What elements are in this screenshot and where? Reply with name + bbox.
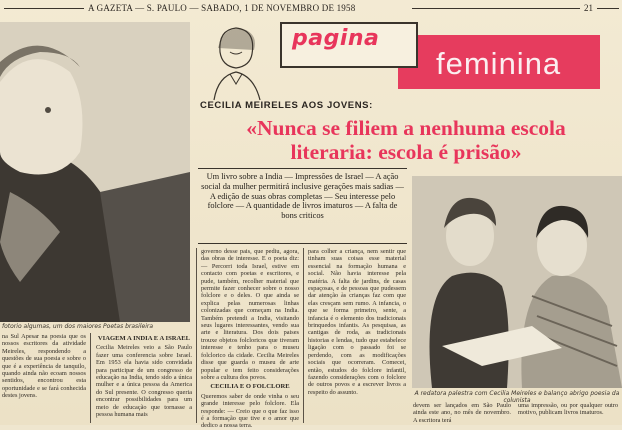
deck-text: Um livro sobre a India — Impressões de Israel — A ação social da mulher permitirá inclusive gerações mais sadias — A edição de suas obras completas — Seu interesse pelo folclore — A quantidade de livros imaturos — A falta de bons criticos xyxy=(201,172,404,221)
masthead xyxy=(0,0,622,18)
article-headline xyxy=(196,116,616,164)
headline-line-2: literaria: escola é prisão» xyxy=(290,140,522,164)
column-2-text: Cecilia Meireles veio a São Paulo fazer uma conferencia sobre Israel. Em 1953 ela havia sido convidada para participar de um congresso de educação na India, tendo sido a única mulher e a única pessoa da America do Sul presente. O congresso queria encontrar possibilidades para um meio de educação que tornasse a pessoa humana mais xyxy=(96,344,192,419)
body-column-2 xyxy=(96,333,192,423)
column-3-text-b: Queremos saber de onde vinha o seu grande interesse pelo folclore. Ela responde: — Creio que o que faz isso é a formação que tive e o amor que dedico a nossa terra. xyxy=(201,392,299,430)
portrait-photo xyxy=(0,22,190,322)
headline-line-1: «Nunca se filiem a nenhuma escola xyxy=(246,116,566,140)
masthead-line: A GAZETA — S. PAULO — SABADO, 1 DE NOVEMBRO DE 1958 xyxy=(88,3,356,13)
banner-title-feminina: feminina xyxy=(436,46,562,81)
woman-sketch-icon xyxy=(200,22,272,100)
column-divider-2 xyxy=(196,248,197,423)
column-divider-3 xyxy=(303,248,304,423)
interview-photo xyxy=(412,176,622,388)
column-2-heading: VIAGEM A INDIA E A ISRAEL xyxy=(97,335,191,342)
body-column-1: na Sul Apesar na poesia que os nossos escritores da atividade Meireles, respondendo a questões de sua poesia e sobre o que é a experiência de tanquilo, quando ainda não ecoam nossos sentidos, encontrou esta oportunidade e se fará conhecida destes jovens. xyxy=(2,333,86,400)
masthead-rule-right xyxy=(412,8,580,9)
body-column-6: uma impressão, ou por qualquer outro motivo, publicam livros imaturos. xyxy=(518,402,618,417)
body-column-5: devem ser lançados em São Paulo ainda este ano, no mês de novembro. A escritora terá xyxy=(413,402,511,424)
column-divider-1 xyxy=(90,333,91,423)
portrait-caption: fotorio algumas, um dos maiores Poetas brasileira xyxy=(2,323,154,330)
masthead-rule-left xyxy=(4,8,84,9)
page-number: 21 xyxy=(584,3,593,13)
body-column-3 xyxy=(201,248,299,430)
column-3-text: governo desse pais, que pediu, agora, das obras de interesse. E o poeta diz: — Percorri toda Israel, estive em contacto com poetas e escritores, e pude, também, recolher material que permite fazer conhecer sobre o nosso folclore e o deles. O que ainda se explica pelas numerosas linhas colonizadas que começam na India. Também pretendi a India, visitando seus lugares interessantes, vendo sua arte e literatura. Dos dois paises trouxe objetos folcloricos que tiveram interesse e tenho para o museu folclorico da cidade. Cecilia Meireles disse que guarda o museu de arte popular e tem feito considerações sobre a cultura dos povos. xyxy=(201,248,299,381)
body-column-4: para colher a criança, nem sentir que tinham suas coisas esse material essencial na formação humana e social. Não havia interesse pela matéria. A falta de jardins, de casas espaçosas, e de pessoas que pudessem dar atenção às crianças faz com que elas cresçam sem rumo. A infancia, o que se forma primeiro, sente, a infancia é o elemento dos tradicionais brinquedos infantis. As pesquisas, as cantigas de roda, as tradicionais historias e lendas, tudo que estabelece ligação com o passado foi se perdendo, com as modificações sociais que ocorreram. Comecei, então, estudos do folclore infantil, fazendo considerações com o folclore de outros povos e a escrever livros a respeito do assunto. xyxy=(308,248,406,396)
banner-title-pagina: pagina xyxy=(292,26,380,51)
portrait-drawing xyxy=(0,22,190,322)
masthead-rule-end xyxy=(597,8,619,9)
article-deck xyxy=(198,168,407,244)
interview-caption: A redatora palestra com Cecilia Meireles e balanço abrigo poesia da colunista xyxy=(414,390,620,404)
interview-drawing xyxy=(412,176,622,388)
article-kicker: CECILIA MEIRELES AOS JOVENS: xyxy=(200,100,373,111)
column-3-heading: CECILIA E O FOLCLORE xyxy=(210,383,290,391)
